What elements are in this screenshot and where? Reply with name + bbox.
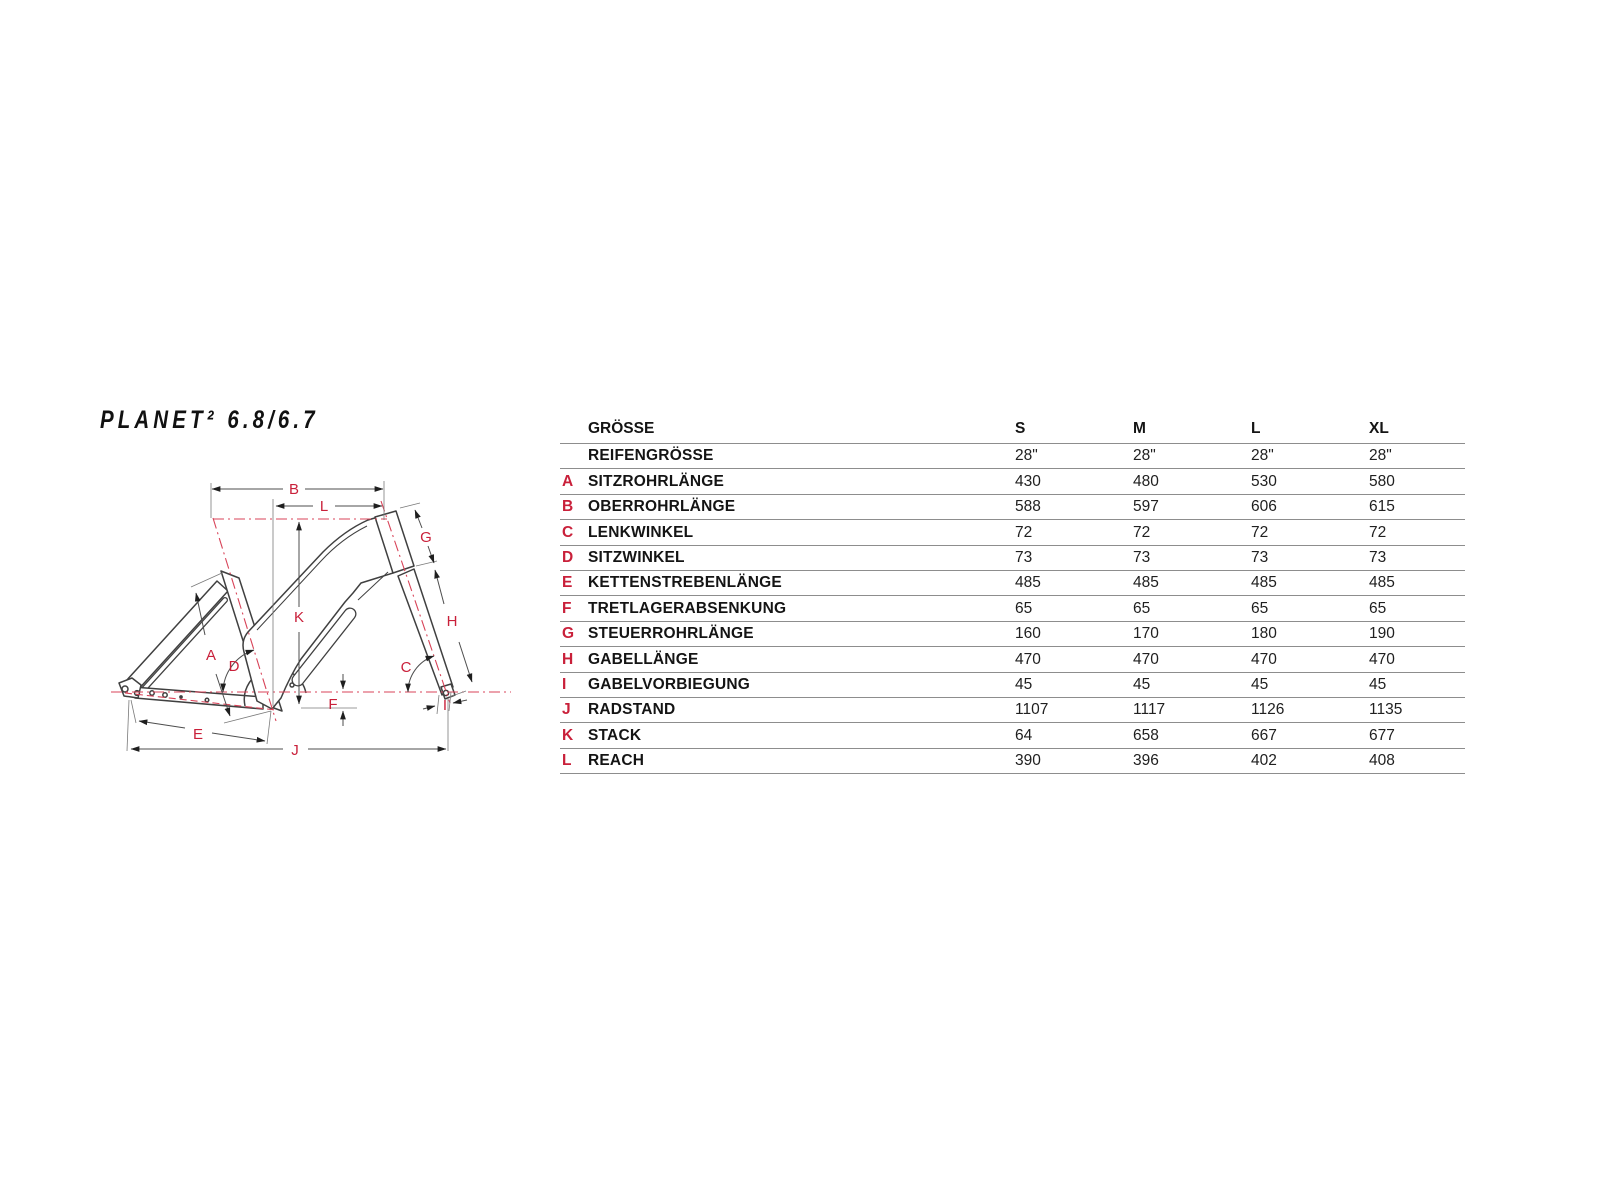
dim-label-g: G xyxy=(420,529,432,546)
table-row xyxy=(560,444,1465,469)
row-value: 1135 xyxy=(1369,701,1403,719)
table-row xyxy=(560,546,1465,571)
row-value: 470 xyxy=(1251,650,1277,668)
dim-label-b: B xyxy=(288,481,300,498)
table-header-row xyxy=(560,414,1465,444)
row-value: 170 xyxy=(1133,625,1159,643)
row-value: 65 xyxy=(1251,599,1269,617)
column-header-size-xl: XL xyxy=(1369,419,1389,437)
row-letter: B xyxy=(562,498,574,516)
row-value: 470 xyxy=(1133,650,1159,668)
dim-label-h: H xyxy=(446,613,458,630)
row-label: REIFENGRÖSSE xyxy=(588,447,714,465)
row-letter: H xyxy=(562,650,574,668)
row-value: 190 xyxy=(1369,625,1395,643)
row-value: 658 xyxy=(1133,726,1159,744)
row-label: SITZROHRLÄNGE xyxy=(588,472,725,490)
table-row xyxy=(560,520,1465,545)
row-value: 45 xyxy=(1369,675,1387,693)
geometry-diagram xyxy=(95,452,525,767)
dim-label-a: A xyxy=(205,647,217,664)
row-value: 530 xyxy=(1251,472,1277,490)
seat-stay xyxy=(126,581,228,692)
bike-frame xyxy=(119,511,455,711)
row-value: 180 xyxy=(1251,625,1277,643)
column-header-grosse: GRÖSSE xyxy=(588,419,655,437)
row-value: 65 xyxy=(1133,599,1151,617)
row-letter: K xyxy=(562,726,574,744)
dim-label-l: L xyxy=(319,498,329,515)
row-value: 402 xyxy=(1251,752,1277,770)
row-value: 485 xyxy=(1133,574,1159,592)
row-value: 72 xyxy=(1015,523,1033,541)
row-value: 65 xyxy=(1369,599,1387,617)
dim-label-k: K xyxy=(293,609,305,626)
row-letter: A xyxy=(562,472,574,490)
row-letter: L xyxy=(562,752,572,770)
row-letter: J xyxy=(562,701,571,719)
row-letter: F xyxy=(562,599,572,617)
row-value: 72 xyxy=(1251,523,1269,541)
table-row xyxy=(560,571,1465,596)
row-value: 28" xyxy=(1251,447,1274,465)
row-label: LENKWINKEL xyxy=(588,523,694,541)
row-value: 485 xyxy=(1015,574,1041,592)
row-value: 73 xyxy=(1251,549,1269,566)
row-value: 45 xyxy=(1015,675,1033,693)
row-label: STACK xyxy=(588,726,642,744)
row-value: 430 xyxy=(1015,472,1041,490)
dim-label-d: D xyxy=(228,658,240,675)
row-value: 470 xyxy=(1369,650,1395,668)
row-letter: I xyxy=(562,675,567,693)
dim-label-j: J xyxy=(291,742,299,759)
row-label: RADSTAND xyxy=(588,701,676,719)
row-letter: E xyxy=(562,574,573,592)
row-value: 667 xyxy=(1251,726,1277,744)
table-row xyxy=(560,647,1465,672)
row-label: GABELLÄNGE xyxy=(588,650,699,668)
row-value: 485 xyxy=(1251,574,1277,592)
geometry-table xyxy=(560,414,1465,774)
row-value: 28" xyxy=(1369,447,1392,465)
row-value: 588 xyxy=(1015,498,1041,516)
row-label: GABELVORBIEGUNG xyxy=(588,675,751,693)
row-value: 396 xyxy=(1133,752,1159,770)
table-row xyxy=(560,673,1465,698)
table-row xyxy=(560,723,1465,748)
row-label: SITZWINKEL xyxy=(588,549,685,566)
row-value: 72 xyxy=(1369,523,1387,541)
row-label: KETTENSTREBENLÄNGE xyxy=(588,574,782,592)
row-value: 72 xyxy=(1133,523,1151,541)
fork xyxy=(398,569,453,695)
row-value: 28" xyxy=(1133,447,1156,465)
row-label: OBERROHRLÄNGE xyxy=(588,498,736,516)
page-title: PLANET² 6.8/6.7 xyxy=(100,406,319,434)
table-row xyxy=(560,596,1465,621)
row-value: 65 xyxy=(1015,599,1033,617)
column-header-size-s: S xyxy=(1015,419,1026,437)
row-value: 390 xyxy=(1015,752,1041,770)
row-value: 73 xyxy=(1369,549,1387,566)
row-label: REACH xyxy=(588,752,645,770)
row-value: 45 xyxy=(1133,675,1151,693)
row-value: 73 xyxy=(1133,549,1151,566)
row-value: 64 xyxy=(1015,726,1033,744)
dim-label-e: E xyxy=(192,726,204,743)
dim-label-f: F xyxy=(328,696,338,713)
table-row xyxy=(560,469,1465,494)
row-value: 606 xyxy=(1251,498,1277,516)
table-row xyxy=(560,749,1465,774)
table-row xyxy=(560,698,1465,723)
row-value: 480 xyxy=(1133,472,1159,490)
column-header-size-m: M xyxy=(1133,419,1146,437)
down-tube xyxy=(243,517,393,709)
table-row xyxy=(560,495,1465,520)
row-value: 1117 xyxy=(1133,701,1166,719)
row-value: 45 xyxy=(1251,675,1269,693)
dim-label-c: C xyxy=(400,659,412,676)
dim-label-i: I xyxy=(442,697,448,714)
row-value: 580 xyxy=(1369,472,1395,490)
geometry-table-body xyxy=(560,444,1465,774)
column-header-size-l: L xyxy=(1251,419,1261,437)
row-value: 615 xyxy=(1369,498,1395,516)
row-value: 28" xyxy=(1015,447,1038,465)
row-value: 160 xyxy=(1015,625,1041,643)
row-letter: C xyxy=(562,523,574,541)
row-value: 597 xyxy=(1133,498,1159,516)
row-label: STEUERROHRLÄNGE xyxy=(588,625,754,643)
row-value: 485 xyxy=(1369,574,1395,592)
row-value: 470 xyxy=(1015,650,1041,668)
table-row xyxy=(560,622,1465,647)
row-letter: G xyxy=(562,625,575,643)
row-value: 408 xyxy=(1369,752,1395,770)
row-value: 1107 xyxy=(1015,701,1049,719)
row-value: 73 xyxy=(1015,549,1033,566)
row-value: 677 xyxy=(1369,726,1395,744)
row-label: TRETLAGERABSENKUNG xyxy=(588,599,787,617)
row-letter: D xyxy=(562,549,574,566)
row-value: 1126 xyxy=(1251,701,1285,719)
